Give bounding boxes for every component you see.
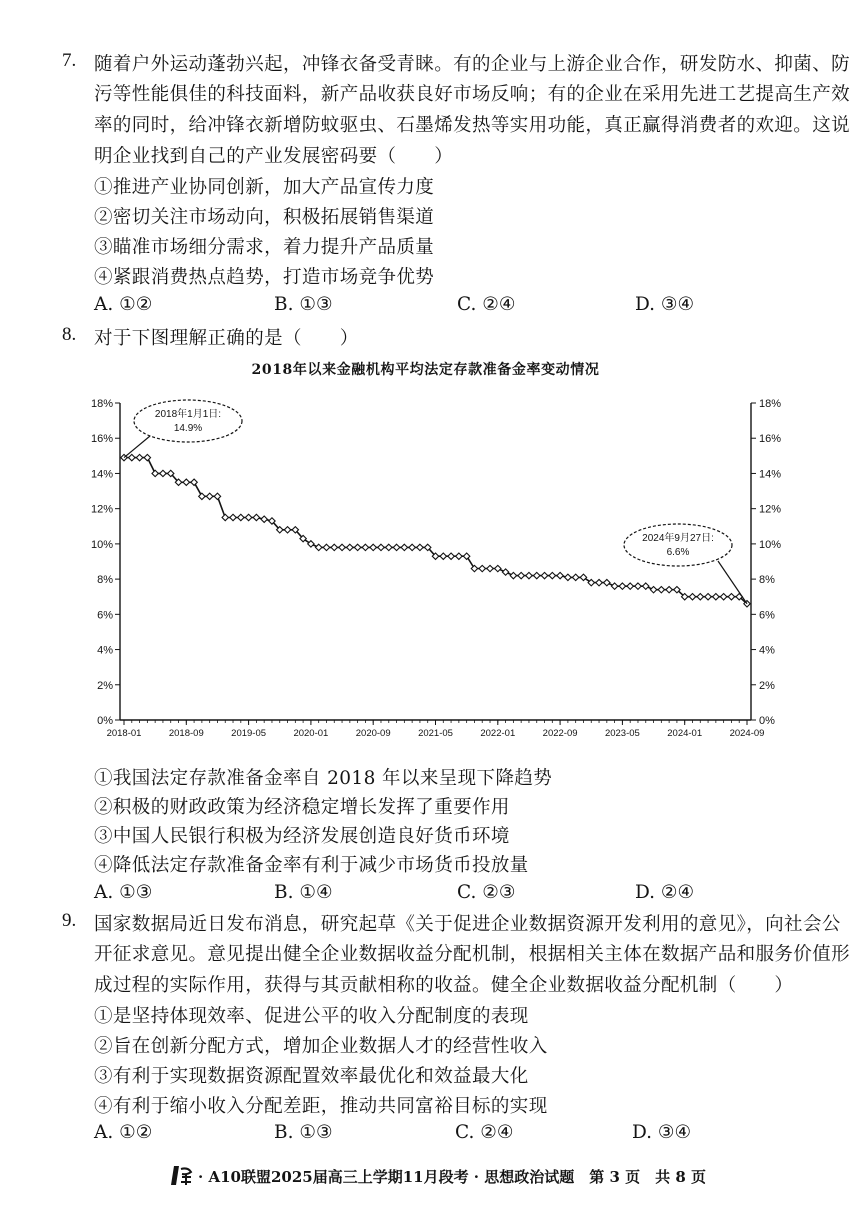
data-point-marker <box>152 470 158 476</box>
data-point-marker <box>643 583 649 589</box>
x-tick-label: 2024-01 <box>667 728 703 739</box>
x-tick-label: 2024-09 <box>729 728 765 739</box>
data-point-marker <box>604 579 610 585</box>
y-tick-label-left: 6% <box>97 609 113 622</box>
y-tick-label-right: 16% <box>759 433 782 446</box>
data-point-marker <box>456 553 462 559</box>
y-tick-label-right: 8% <box>759 574 775 587</box>
data-point-marker <box>136 454 142 460</box>
answer-choice-c[interactable]: C. ②④ <box>455 1122 514 1143</box>
reserve-ratio-line-chart <box>0 380 851 752</box>
data-point-marker <box>378 544 384 550</box>
data-point-marker <box>199 493 205 499</box>
x-tick-label: 2022-01 <box>480 728 516 739</box>
answer-choice-a[interactable]: A. ①③ <box>94 882 153 903</box>
statement-option: ②密切关注市场动向，积极拓展销售渠道 <box>94 207 435 228</box>
answer-choice-b[interactable]: B. ①④ <box>274 882 333 903</box>
data-point-marker <box>417 544 423 550</box>
data-point-marker <box>720 594 726 600</box>
y-tick-label-right: 12% <box>759 503 782 516</box>
x-tick-label: 2020-09 <box>355 728 391 739</box>
data-point-marker <box>129 454 135 460</box>
y-tick-label-right: 18% <box>759 398 782 410</box>
data-point-marker <box>650 586 656 592</box>
annotation-label-end: 2024年9月27日: <box>642 533 714 544</box>
data-point-marker <box>557 572 563 578</box>
data-point-marker <box>495 565 501 571</box>
question-stem-line: 开征求意见。意见提出健全企业数据收益分配机制，根据相关主体在数据产品和服务价值形 <box>94 944 851 965</box>
annotation-value-start: 14.9% <box>173 423 203 434</box>
data-point-marker <box>253 514 259 520</box>
answer-choice-d[interactable]: D. ②④ <box>635 882 695 903</box>
data-point-marker <box>510 572 516 578</box>
data-point-marker <box>728 594 734 600</box>
statement-option: ①是坚持体现效率、促进公平的收入分配制度的表现 <box>94 1006 529 1027</box>
y-tick-label-left: 8% <box>97 574 113 587</box>
data-point-marker <box>697 594 703 600</box>
data-point-marker <box>627 583 633 589</box>
y-tick-label-right: 6% <box>759 609 775 622</box>
data-point-marker <box>386 544 392 550</box>
annotation-label-start: 2018年1月1日: <box>154 409 222 420</box>
y-tick-label-right: 0% <box>759 715 775 727</box>
data-point-marker <box>409 544 415 550</box>
x-tick-label: 2020-01 <box>293 728 329 739</box>
statement-option: ④有利于缩小收入分配差距，推动共同富裕目标的实现 <box>94 1096 548 1117</box>
data-point-marker <box>222 514 228 520</box>
data-point-marker <box>284 527 290 533</box>
question-number: 7. <box>62 50 77 71</box>
question-stem-line: 国家数据局近日发布消息，研究起草《关于促进企业数据资源开发利用的意见》，向社会公 <box>94 914 841 935</box>
answer-choice-b[interactable]: B. ①③ <box>274 294 333 315</box>
data-point-marker <box>230 514 236 520</box>
data-point-marker <box>518 572 524 578</box>
question-stem-line: 成过程的实际作用，获得与其贡献相称的收益。健全企业数据收益分配机制（ ） <box>94 975 794 996</box>
data-point-marker <box>144 454 150 460</box>
data-point-marker <box>534 572 540 578</box>
answer-choice-c[interactable]: C. ②③ <box>457 882 516 903</box>
data-point-marker <box>658 586 664 592</box>
data-point-marker <box>479 565 485 571</box>
annotation-bubble-start <box>134 400 242 442</box>
statement-option: ①我国法定存款准备金率自 2018 年以来呈现下降趋势 <box>94 768 553 789</box>
data-point-marker <box>261 516 267 522</box>
y-tick-label-left: 2% <box>97 679 113 692</box>
data-point-marker <box>565 574 571 580</box>
statement-option: ③瞄准市场细分需求，着力提升产品质量 <box>94 237 435 258</box>
question-stem-line: 对于下图理解正确的是（ ） <box>94 328 359 349</box>
data-point-marker <box>596 579 602 585</box>
y-tick-label-left: 4% <box>97 644 113 657</box>
statement-option: ①推进产业协同创新，加大产品宣传力度 <box>94 177 435 198</box>
y-tick-label-right: 14% <box>759 468 782 481</box>
question-number: 9. <box>62 910 77 931</box>
x-tick-label: 2023-05 <box>604 728 640 739</box>
annotation-pointer-start <box>124 436 150 458</box>
data-point-marker <box>339 544 345 550</box>
data-point-marker <box>183 479 189 485</box>
question-stem-line: 随着户外运动蓬勃兴起，冲锋衣备受青睐。有的企业与上游企业合作，研发防水、抑菌、防 <box>94 54 851 75</box>
answer-choice-a[interactable]: A. ①② <box>94 294 153 315</box>
x-tick-label: 2021-05 <box>418 728 453 739</box>
y-tick-label-right: 2% <box>759 679 775 692</box>
page-footer: · A10联盟2025届高三上学期11月段考 · 思想政治试题 第 3 页 共 8 页 <box>198 1168 707 1186</box>
publisher-logo-mark <box>170 1163 194 1187</box>
question-stem-line: 率的同时，给冲锋衣新增防蚊驱虫、石墨烯发热等实用功能，真正赢得消费者的欢迎。这说 <box>94 115 851 136</box>
question-stem-line: 明企业找到自己的产业发展密码要（ ） <box>94 146 454 167</box>
y-tick-label-left: 16% <box>90 433 113 446</box>
data-point-marker <box>635 583 641 589</box>
annotation-bubble-end <box>624 524 732 566</box>
question-number: 8. <box>62 324 77 345</box>
data-point-marker <box>541 572 547 578</box>
data-point-marker <box>362 544 368 550</box>
data-point-marker <box>370 544 376 550</box>
chart-title: 2018年以来金融机构平均法定存款准备金率变动情况 <box>251 362 600 378</box>
annotation-value-end: 6.6% <box>666 547 690 558</box>
x-tick-label: 2018-01 <box>106 728 142 739</box>
data-point-marker <box>245 514 251 520</box>
data-point-marker <box>448 553 454 559</box>
x-tick-label: 2022-09 <box>542 728 578 739</box>
data-point-marker <box>354 544 360 550</box>
statement-option: ④紧跟消费热点趋势，打造市场竞争优势 <box>94 267 435 288</box>
data-point-marker <box>549 572 555 578</box>
data-point-marker <box>315 544 321 550</box>
answer-choice-a[interactable]: A. ①② <box>94 1122 153 1143</box>
data-point-marker <box>487 565 493 571</box>
data-point-marker <box>401 544 407 550</box>
data-point-marker <box>238 514 244 520</box>
y-tick-label-left: 12% <box>90 503 113 516</box>
data-point-marker <box>331 544 337 550</box>
answer-choice-c[interactable]: C. ②④ <box>457 294 516 315</box>
data-point-marker <box>689 594 695 600</box>
data-point-marker <box>619 583 625 589</box>
data-point-marker <box>191 479 197 485</box>
statement-option: ④降低法定存款准备金率有利于减少市场货币投放量 <box>94 855 529 876</box>
answer-choice-d[interactable]: D. ③④ <box>632 1122 692 1143</box>
question-stem-line: 污等性能俱佳的科技面料，新产品收获良好市场反响；有的企业在采用先进工艺提高生产效 <box>94 84 851 105</box>
data-point-marker <box>214 493 220 499</box>
statement-option: ②积极的财政政策为经济稳定增长发挥了重要作用 <box>94 797 510 818</box>
data-point-marker <box>393 544 399 550</box>
answer-choice-b[interactable]: B. ①③ <box>274 1122 333 1143</box>
data-point-marker <box>160 470 166 476</box>
y-tick-label-left: 0% <box>97 715 113 727</box>
y-tick-label-right: 10% <box>759 538 782 551</box>
y-tick-label-right: 4% <box>759 644 775 657</box>
data-point-marker <box>323 544 329 550</box>
data-point-marker <box>611 583 617 589</box>
x-tick-label: 2019-05 <box>231 728 267 739</box>
data-point-marker <box>347 544 353 550</box>
data-point-marker <box>705 594 711 600</box>
data-point-marker <box>572 574 578 580</box>
answer-choice-d[interactable]: D. ③④ <box>635 294 695 315</box>
data-point-marker <box>666 586 672 592</box>
statement-option: ③有利于实现数据资源配置效率最优化和效益最大化 <box>94 1066 529 1087</box>
data-point-marker <box>713 594 719 600</box>
data-point-marker <box>206 493 212 499</box>
publisher-logo <box>170 1163 194 1187</box>
data-point-marker <box>440 553 446 559</box>
y-tick-label-left: 10% <box>90 538 113 551</box>
statement-option: ②旨在创新分配方式，增加企业数据人才的经营性收入 <box>94 1036 548 1057</box>
statement-option: ③中国人民银行积极为经济发展创造良好货币环境 <box>94 826 510 847</box>
x-tick-label: 2018-09 <box>168 728 204 739</box>
data-point-marker <box>526 572 532 578</box>
y-tick-label-left: 14% <box>90 468 113 481</box>
data-point-marker <box>502 569 508 575</box>
y-tick-label-left: 18% <box>90 398 113 410</box>
